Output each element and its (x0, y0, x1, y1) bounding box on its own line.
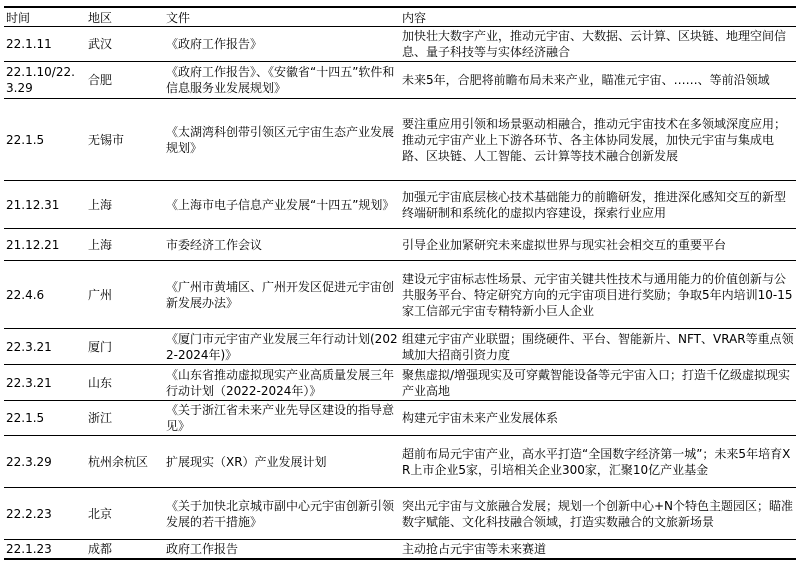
table-row (4, 99, 796, 181)
cell-region: 广州 (86, 261, 164, 329)
cell-document: 《关于浙江省未来产业先导区建设的指导意见》 (164, 401, 400, 436)
header-document: 文件 (166, 11, 191, 25)
cell-time: 22.2.23 (4, 488, 86, 540)
cell-document: 《上海市电子信息产业发展“十四五”规划》 (164, 181, 400, 229)
header-region: 地区 (88, 11, 113, 25)
cell-region: 无锡市 (86, 99, 164, 181)
cell-time: 22.1.23 (4, 540, 86, 560)
cell-content: 引导企业加紧研究未来虚拟世界与现实社会相交互的重要平台 (400, 229, 796, 261)
cell-document: 《厦门市元宇宙产业发展三年行动计划(2022-2024年)》 (164, 329, 400, 365)
cell-region: 上海 (86, 229, 164, 261)
cell-content: 加快壮大数字产业，推动元宇宙、大数据、云计算、区块链、地理空间信息、量子科技等与实体经济融合 (400, 27, 796, 62)
table-row (4, 27, 796, 62)
cell-content: 加强元宇宙底层核心技术基础能力的前瞻研发，推进深化感知交互的新型终端研制和系统化的虚拟内容建设，探索行业应用 (400, 181, 796, 229)
table-header (4, 7, 796, 27)
table-row (4, 401, 796, 436)
cell-document: 市委经济工作会议 (164, 229, 400, 261)
cell-time: 22.3.21 (4, 365, 86, 401)
cell-time: 22.4.6 (4, 261, 86, 329)
header-content: 内容 (402, 11, 427, 25)
cell-document: 政府工作报告 (164, 540, 400, 560)
cell-document: 《广州市黄埔区、广州开发区促进元宇宙创新发展办法》 (164, 261, 400, 329)
table-row (4, 229, 796, 261)
table-row (4, 261, 796, 329)
cell-region: 成都 (86, 540, 164, 560)
cell-time: 22.1.5 (4, 401, 86, 436)
cell-region: 杭州余杭区 (86, 436, 164, 488)
cell-document: 扩展现实（XR）产业发展计划 (164, 436, 400, 488)
cell-content: 超前布局元宇宙产业，高水平打造“全国数字经济第一城”；未来5年培育XR上市企业5家，引培相关企业300家，汇聚10亿产业基金 (400, 436, 796, 488)
cell-document: 《政府工作报告》 (164, 27, 400, 62)
cell-region: 武汉 (86, 27, 164, 62)
cell-time: 22.3.21 (4, 329, 86, 365)
cell-content: 组建元宇宙产业联盟；围绕硬件、平台、智能新片、NFT、VRAR等重点领域加大招商引资力度 (400, 329, 796, 365)
cell-time: 21.12.31 (4, 181, 86, 229)
table-row (4, 181, 796, 229)
cell-document: 《太湖湾科创带引领区元宇宙生态产业发展规划》 (164, 99, 400, 181)
metaverse-policy-table (4, 6, 796, 560)
cell-time: 22.1.5 (4, 99, 86, 181)
table-row (4, 329, 796, 365)
table-body (4, 27, 796, 560)
cell-document: 《关于加快北京城市副中心元宇宙创新引领发展的若干措施》 (164, 488, 400, 540)
cell-region: 上海 (86, 181, 164, 229)
cell-content: 建设元宇宙标志性场景、元宇宙关键共性技术与通用能力的价值创新与公共服务平台、特定研究方向的元宇宙项目进行奖励；争取5年内培训10-15家工信部元宇宙专精特新小巨人企业 (400, 261, 796, 329)
cell-region: 浙江 (86, 401, 164, 436)
cell-region: 合肥 (86, 62, 164, 99)
table-row (4, 62, 796, 99)
cell-time: 22.3.29 (4, 436, 86, 488)
header-row (4, 7, 796, 27)
cell-region: 北京 (86, 488, 164, 540)
table-row (4, 488, 796, 540)
cell-time: 21.12.21 (4, 229, 86, 261)
cell-content: 主动抢占元宇宙等未来赛道 (400, 540, 796, 560)
cell-content: 未来5年，合肥将前瞻布局未来产业，瞄准元宇宙、……、等前沿领域 (400, 62, 796, 99)
cell-content: 构建元宇宙未来产业发展体系 (400, 401, 796, 436)
cell-content: 要注重应用引领和场景驱动相融合，推动元宇宙技术在多领域深度应用；推动元宇宙产业上下游各环节、各主体协同发展，加快元宇宙与集成电路、区块链、人工智能、云计算等技术融合创新发展 (400, 99, 796, 181)
table-row (4, 540, 796, 560)
cell-region: 山东 (86, 365, 164, 401)
header-time: 时间 (6, 11, 31, 25)
cell-content: 突出元宇宙与文旅融合发展；规划一个创新中心+N个特色主题园区；瞄准数字赋能、文化科技融合领域，打造实数融合的文旅新场景 (400, 488, 796, 540)
table-row (4, 365, 796, 401)
table-row (4, 436, 796, 488)
cell-region: 厦门 (86, 329, 164, 365)
cell-document: 《山东省推动虚拟现实产业高质量发展三年行动计划（2022-2024年）》 (164, 365, 400, 401)
cell-time: 22.1.11 (4, 27, 86, 62)
cell-time: 22.1.10/22.3.29 (4, 62, 86, 99)
cell-content: 聚焦虚拟/增强现实及可穿戴智能设备等元宇宙入口；打造千亿级虚拟现实产业高地 (400, 365, 796, 401)
cell-document: 《政府工作报告》、《安徽省“十四五”软件和信息服务业发展规划》 (164, 62, 400, 99)
